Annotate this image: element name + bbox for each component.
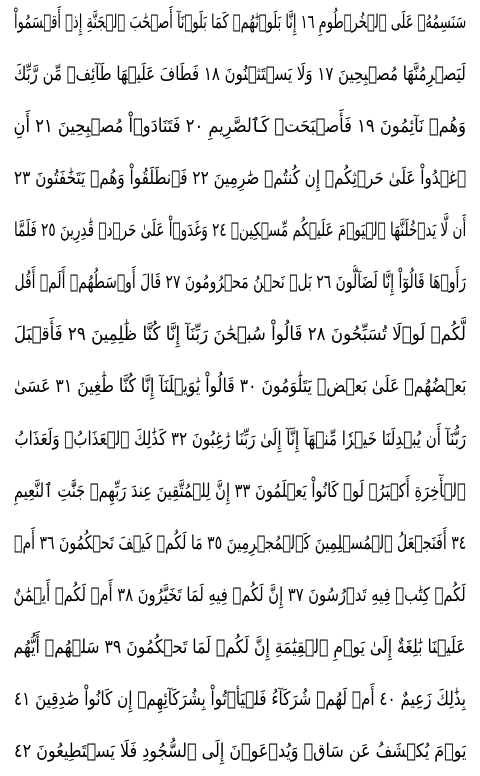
text-line <box>14 369 466 405</box>
line-text: لَكُمۡ كِتَٰبٞ فِيهِ تَدۡرُسُونَ ٣٧ إِنَّ لَكُمۡ فِيهِ لَمَا تَخَيَّرُونَ ٣٨ أَمۡ لَكُمۡ أَيۡمَٰنٌ <box>14 584 466 607</box>
line-text: وَهُمۡ نَآئِمُونَ ١٩ فَأَصۡبَحَتۡ كَٱلصَّرِيمِ ٢٠ فَتَنَادَوۡاْ مُصۡبِحِينَ ٢١ أَنِ <box>14 114 466 137</box>
text-line <box>14 265 466 301</box>
text-line <box>14 160 466 196</box>
line-text: عَلَيۡنَا بَٰلِغَةٌ إِلَىٰ يَوۡمِ ٱلۡقِيَٰمَةِ إِنَّ لَكُمۡ لَمَا تَحۡكُمُونَ ٣٩ سَلۡهُمۡ أَيُّهُم <box>14 636 466 659</box>
line-text: ٣٤ أَفَنَجۡعَلُ ٱلۡمُسۡلِمِينَ كَٱلۡمُجۡرِمِينَ ٣٥ مَا لَكُمۡ كَيۡفَ تَحۡكُمُونَ ٣٦ أَمۡ <box>14 531 466 554</box>
line-text: ٱغۡدُواْ عَلَىٰ حَرۡثِكُمۡ إِن كُنتُمۡ صَٰرِمِينَ ٢٢ فَٱنطَلَقُواْ وَهُمۡ يَتَخَٰفَتُونَ ٢٣ <box>14 166 466 189</box>
text-line <box>14 56 466 92</box>
text-line <box>14 421 466 457</box>
text-line <box>14 4 466 40</box>
line-text: لَّكُمۡ لَوۡلَا تُسَبِّحُونَ ٢٨ قَالُواْ سُبۡحَٰنَ رَبِّنَآ إِنَّا كُنَّا ظَٰلِمِينَ ٢٩ فَأَقۡبَلَ <box>14 323 466 346</box>
text-line <box>14 473 466 509</box>
line-text: بِذَٰلِكَ زَعِيمٌ ٤٠ أَمۡ لَهُمۡ شُرَكَآءُ فَلۡيَأۡتُواْ بِشُرَكَآئِهِمۡ إِن كَانُواْ صَٰدِقِينَ ٤١ <box>14 688 466 711</box>
line-text: بَعۡضُهُمۡ عَلَىٰ بَعۡضٖ يَتَلَٰوَمُونَ ٣٠ قَالُواْ يَٰوَيۡلَنَآ إِنَّا كُنَّا طَٰغِينَ ٣١ عَسَىٰ <box>14 375 466 398</box>
text-line <box>14 682 466 718</box>
line-text: لَيَصۡرِمُنَّهَا مُصۡبِحِينَ ١٧ وَلَا يَسۡتَثۡنُونَ ١٨ فَطَافَ عَلَيۡهَا طَآئِفٞ مِّن رَّبِّكَ <box>14 62 466 85</box>
line-text: أَن لَّا يَدۡخُلَنَّهَا ٱلۡيَوۡمَ عَلَيۡكُم مِّسۡكِينٞ ٢٤ وَغَدَوۡاْ عَلَىٰ حَرۡدٖ قَٰدِرِينَ ٢٥ فَلَمَّا <box>14 219 466 242</box>
line-text: رَبُّنَآ أَن يُبۡدِلَنَا خَيۡرٗا مِّنۡهَآ إِنَّآ إِلَىٰ رَبِّنَا رَٰغِبُونَ ٣٢ كَذَٰلِكَ ٱلۡعَذَابُۖ وَلَعَذَابُ <box>14 427 466 450</box>
line-text: ٱلۡأٓخِرَةِ أَكۡبَرُۚ لَوۡ كَانُواْ يَعۡلَمُونَ ٣٣ إِنَّ لِلۡمُتَّقِينَ عِندَ رَبِّهِمۡ جَنَّٰتِ ٱلنَّعِيمِ <box>14 479 466 502</box>
line-text: رَأَوۡهَا قَالُوٓاْ إِنَّا لَضَآلُّونَ ٢٦ بَلۡ نَحۡنُ مَحۡرُومُونَ ٢٧ قَالَ أَوۡسَطُهُمۡ أَلَمۡ أَقُل <box>14 271 466 294</box>
text-line <box>14 525 466 561</box>
text-line <box>14 108 466 144</box>
text-line <box>14 213 466 249</box>
text-line <box>14 317 466 353</box>
text-line <box>14 734 466 770</box>
line-text: سَنَسِمُهُۥ عَلَى ٱلۡخُرۡطُومِ ١٦ إِنَّا بَلَوۡنَٰهُمۡ كَمَا بَلَوۡنَآ أَصۡحَٰبَ ٱلۡجَنَّةِ إِذۡ أَقۡسَمُواْ <box>14 10 466 33</box>
line-text: يَوۡمَ يُكۡشَفُ عَن سَاقٖ وَيُدۡعَوۡنَ إِلَى ٱلسُّجُودِ فَلَا يَسۡتَطِيعُونَ ٤٢ <box>14 740 466 763</box>
text-line <box>14 630 466 666</box>
text-line <box>14 578 466 614</box>
